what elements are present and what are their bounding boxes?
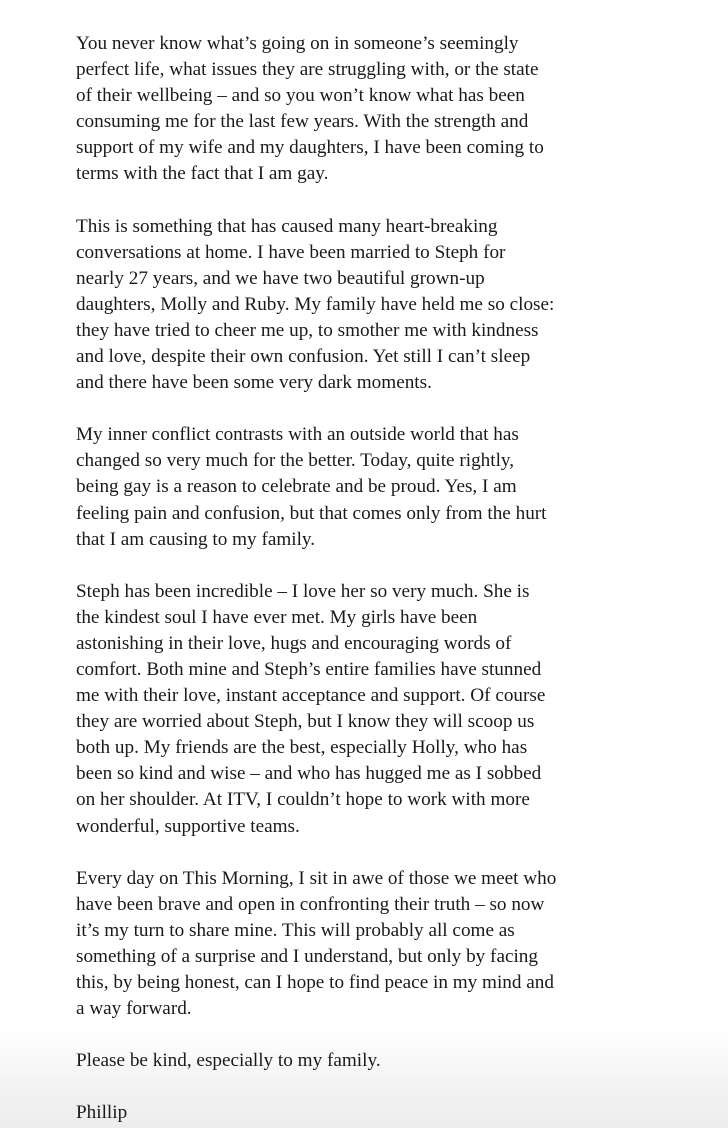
letter-body bbox=[76, 31, 676, 1126]
letter-signature: Phillip bbox=[76, 1102, 128, 1124]
letter-paragraph-2: This is something that has caused many heart-breaking conversations at home. I have been married to Steph for nearly 27 years, and we have two beautiful grown-up daughters, Molly and Ruby. My family have held me so close: they have tried to cheer me up, to smother me with kindness and love, despite their own confusion. Yet still I can’t sleep and there have been some very dark moments. bbox=[76, 215, 555, 394]
letter-paragraph-1: You never know what’s going on in someone’s seemingly perfect life, what issues they are struggling with, or the state of their wellbeing – and so you won’t know what has been consuming me for the last few years. With the strength and support of my wife and my daughters, I have been coming to terms with the fact that I am gay. bbox=[76, 33, 544, 185]
letter-paragraph-3: My inner conflict contrasts with an outside world that has changed so very much for the better. Today, quite rightly, being gay is a reason to celebrate and be proud. Yes, I am feeling pain and confusion, but that comes only from the hurt that I am causing to my family. bbox=[76, 424, 547, 550]
letter-paragraph-5: Every day on This Morning, I sit in awe of those we meet who have been brave and open in confronting their truth – so now it’s my turn to share mine. This will probably all come as something of a surprise and I understand, but only by facing this, by being honest, can I hope to find peace in my mind and a way forward. bbox=[76, 867, 557, 1020]
letter-closing: Please be kind, especially to my family. bbox=[76, 1050, 381, 1072]
letter-paragraph-4: Steph has been incredible – I love her so very much. She is the kindest soul I have ever met. My girls have been astonishing in their love, hugs and encouraging words of comfort. Both mine and Steph’s entire families have stunned me with their love, instant acceptance and support. Of course they are worried about Steph, but I know they will scoop us both up. My friends are the best, especially Holly, who has been so kind and wise – and who has hugged me as I sobbed on her shoulder. At ITV, I couldn’t hope to work with more wonderful, supportive teams. bbox=[76, 580, 546, 837]
